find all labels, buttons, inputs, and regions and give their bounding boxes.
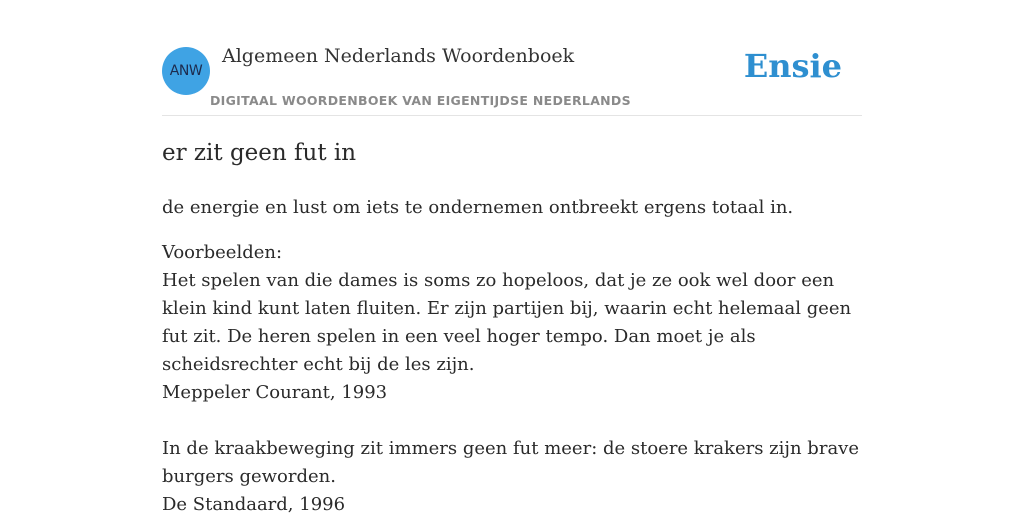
example-item <box>162 435 862 519</box>
examples-section <box>162 239 862 519</box>
example-text: Het spelen van die dames is soms zo hopeloos, dat je ze ook wel door een klein kind kunt laten fluiten. Er zijn partijen bij, waarin echt helemaal geen fut zit. De heren spelen in een veel hoger tempo. Dan moet je als scheidsrechter echt bij de les zijn. <box>162 270 852 375</box>
anw-logo[interactable] <box>162 47 210 95</box>
site-subtitle: DIGITAAL WOORDENBOEK VAN EIGENTIJDSE NEDERLANDS <box>210 93 631 108</box>
example-text: In de kraakbeweging zit immers geen fut meer: de stoere krakers zijn brave burgers geworden. <box>162 438 859 487</box>
entry-term: er zit geen fut in <box>162 140 357 166</box>
entry-definition: de energie en lust om iets te ondernemen ontbreekt ergens totaal in. <box>162 197 794 218</box>
example-separator <box>162 407 862 435</box>
site-header <box>162 0 862 116</box>
page-container <box>162 0 862 515</box>
site-title[interactable]: Algemeen Nederlands Woordenboek <box>222 45 575 67</box>
example-source: Meppeler Courant, 1993 <box>162 382 388 403</box>
logo-text: ANW <box>169 63 203 79</box>
example-source: De Standaard, 1996 <box>162 494 346 515</box>
example-item <box>162 267 862 407</box>
ensie-brand-link[interactable]: Ensie <box>743 47 842 85</box>
examples-label: Voorbeelden: <box>162 242 283 263</box>
